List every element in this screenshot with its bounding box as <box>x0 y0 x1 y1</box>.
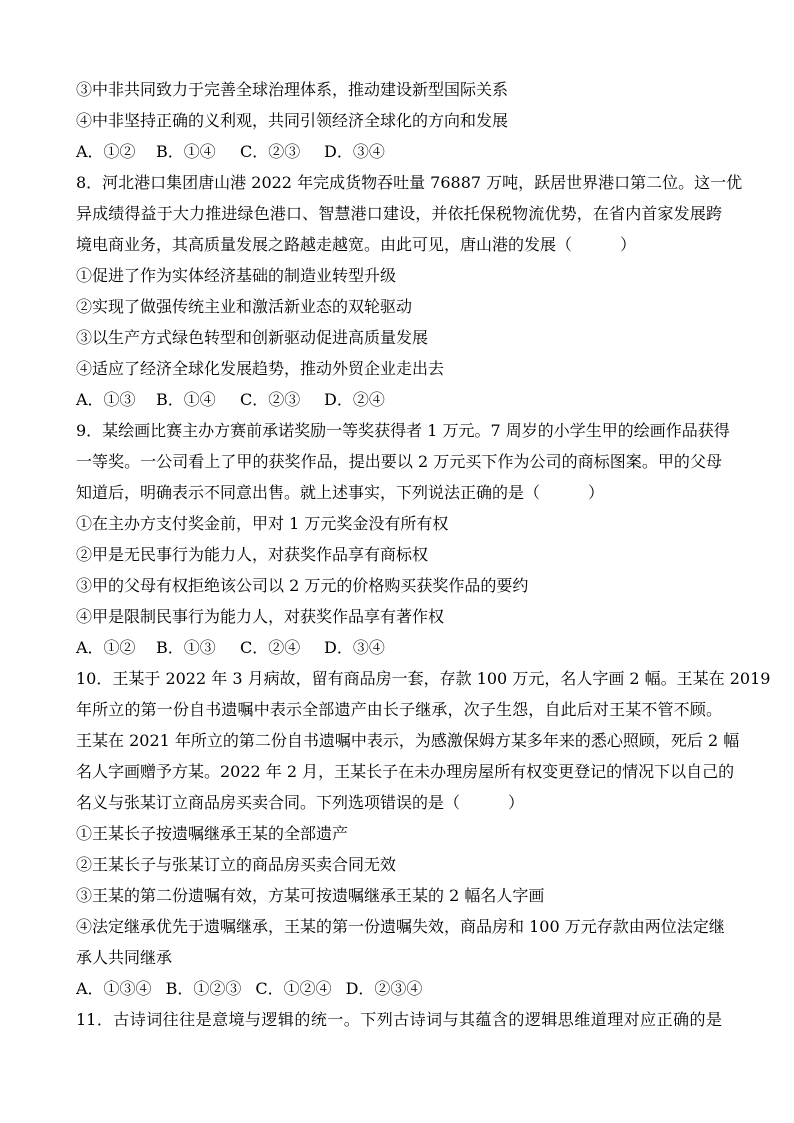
q10-stem-line-2: 年所立的第一份自书遗嘱中表示全部遗产由长子继承，次子生怨，自此后对王某不管不顾。 <box>76 700 722 719</box>
q10-statement-2: ②王某长子与张某订立的商品房买卖合同无效 <box>76 855 397 874</box>
q10-stem-line-3: 王某在 2021 年所立的第二份自书遗嘱中表示，为感激保姆方某多年来的悉心照顾，死后 2 幅 <box>76 731 740 750</box>
q9-option-a: A．①② <box>76 638 136 657</box>
q10-option-b: B．①②③ <box>165 979 242 998</box>
q8-statement-2: ②实现了做强传统主业和激活新业态的双轮驱动 <box>76 297 413 316</box>
document-page <box>76 74 771 1035</box>
q10-option-c: C．①②④ <box>255 979 332 998</box>
q9-option-b: B．①③ <box>156 638 216 657</box>
q8-stem-line-1: 8．河北港口集团唐山港 2022 年完成货物吞吐量 76887 万吨，跃居世界港口第二位。这一优 <box>76 173 743 192</box>
q8-statement-4: ④适应了经济全球化发展趋势，推动外贸企业走出去 <box>76 359 445 378</box>
q8-stem-line-2: 异成绩得益于大力推进绿色港口、智慧港口建设，并依托保税物流优势，在省内首家发展跨 <box>76 204 722 223</box>
q9-statement-2: ②甲是无民事行为能力人，对获奖作品享有商标权 <box>76 545 429 564</box>
q10-stem-line-4: 名人字画赠予方某。2022 年 2 月，王某长子在未办理房屋所有权变更登记的情况下以自己的 <box>76 762 735 781</box>
q8-option-b: B．①④ <box>156 390 216 409</box>
q10-statement-4-line-2: 承人共同继承 <box>76 948 173 967</box>
q10-option-d: D．②③④ <box>345 979 423 998</box>
q8-options <box>76 384 722 415</box>
q9-option-d: D．③④ <box>324 638 385 657</box>
q7-statement-3: ③中非共同致力于完善全球治理体系，推动建设新型国际关系 <box>76 80 509 99</box>
q9-statement-3: ③甲的父母有权拒绝该公司以 2 万元的价格购买获奖作品的要约 <box>76 576 529 595</box>
q7-option-c: C．②③ <box>240 142 301 161</box>
q10-statement-4-line-1: ④法定继承优先于遗嘱继承，王某的第一份遗嘱失效，商品房和 100 万元存款由两位法定继 <box>76 917 725 936</box>
q9-options <box>76 632 722 663</box>
q9-stem-line-3: 知道后，明确表示不同意出售。就上述事实，下列说法正确的是（ ） <box>76 483 605 502</box>
q9-stem-line-1: 9．某绘画比赛主办方赛前承诺奖励一等奖获得者 1 万元。7 周岁的小学生甲的绘画作品获得 <box>76 421 730 440</box>
q10-options <box>76 973 722 1004</box>
q11-stem-line-1: 11．古诗词往往是意境与逻辑的统一。下列古诗词与其蕴含的逻辑思维道理对应正确的是 <box>76 1010 722 1029</box>
q10-statement-3: ③王某的第二份遗嘱有效，方某可按遗嘱继承王某的 2 幅名人字画 <box>76 886 545 905</box>
q9-statement-1: ①在主办方支付奖金前，甲对 1 万元奖金没有所有权 <box>76 514 449 533</box>
q10-stem-line-5: 名义与张某订立商品房买卖合同。下列选项错误的是（ ） <box>76 793 525 812</box>
q9-option-c: C．②④ <box>240 638 301 657</box>
q8-option-c: C．②③ <box>240 390 301 409</box>
q7-options <box>76 136 722 167</box>
q7-option-b: B．①④ <box>156 142 216 161</box>
q10-stem-line-1: 10．王某于 2022 年 3 月病故，留有商品房一套，存款 100 万元，名人字画 2 幅。王某在 2019 <box>76 669 771 688</box>
q8-statement-3: ③以生产方式绿色转型和创新驱动促进高质量发展 <box>76 328 429 347</box>
q9-stem-line-2: 一等奖。一公司看上了甲的获奖作品，提出要以 2 万元买下作为公司的商标图案。甲的父母 <box>76 452 722 471</box>
q9-statement-4: ④甲是限制民事行为能力人，对获奖作品享有著作权 <box>76 607 445 626</box>
q10-statement-1: ①王某长子按遗嘱继承王某的全部遗产 <box>76 824 349 843</box>
q8-stem-line-3: 境电商业务，其高质量发展之路越走越宽。由此可见，唐山港的发展（ ） <box>76 235 637 254</box>
q7-option-a: A．①② <box>76 142 136 161</box>
q8-option-d: D．②④ <box>324 390 385 409</box>
q7-option-d: D．③④ <box>324 142 385 161</box>
q8-option-a: A．①③ <box>76 390 136 409</box>
q7-statement-4: ④中非坚持正确的义利观，共同引领经济全球化的方向和发展 <box>76 111 509 130</box>
q8-statement-1: ①促进了作为实体经济基础的制造业转型升级 <box>76 266 397 285</box>
q10-option-a: A．①③④ <box>76 979 152 998</box>
